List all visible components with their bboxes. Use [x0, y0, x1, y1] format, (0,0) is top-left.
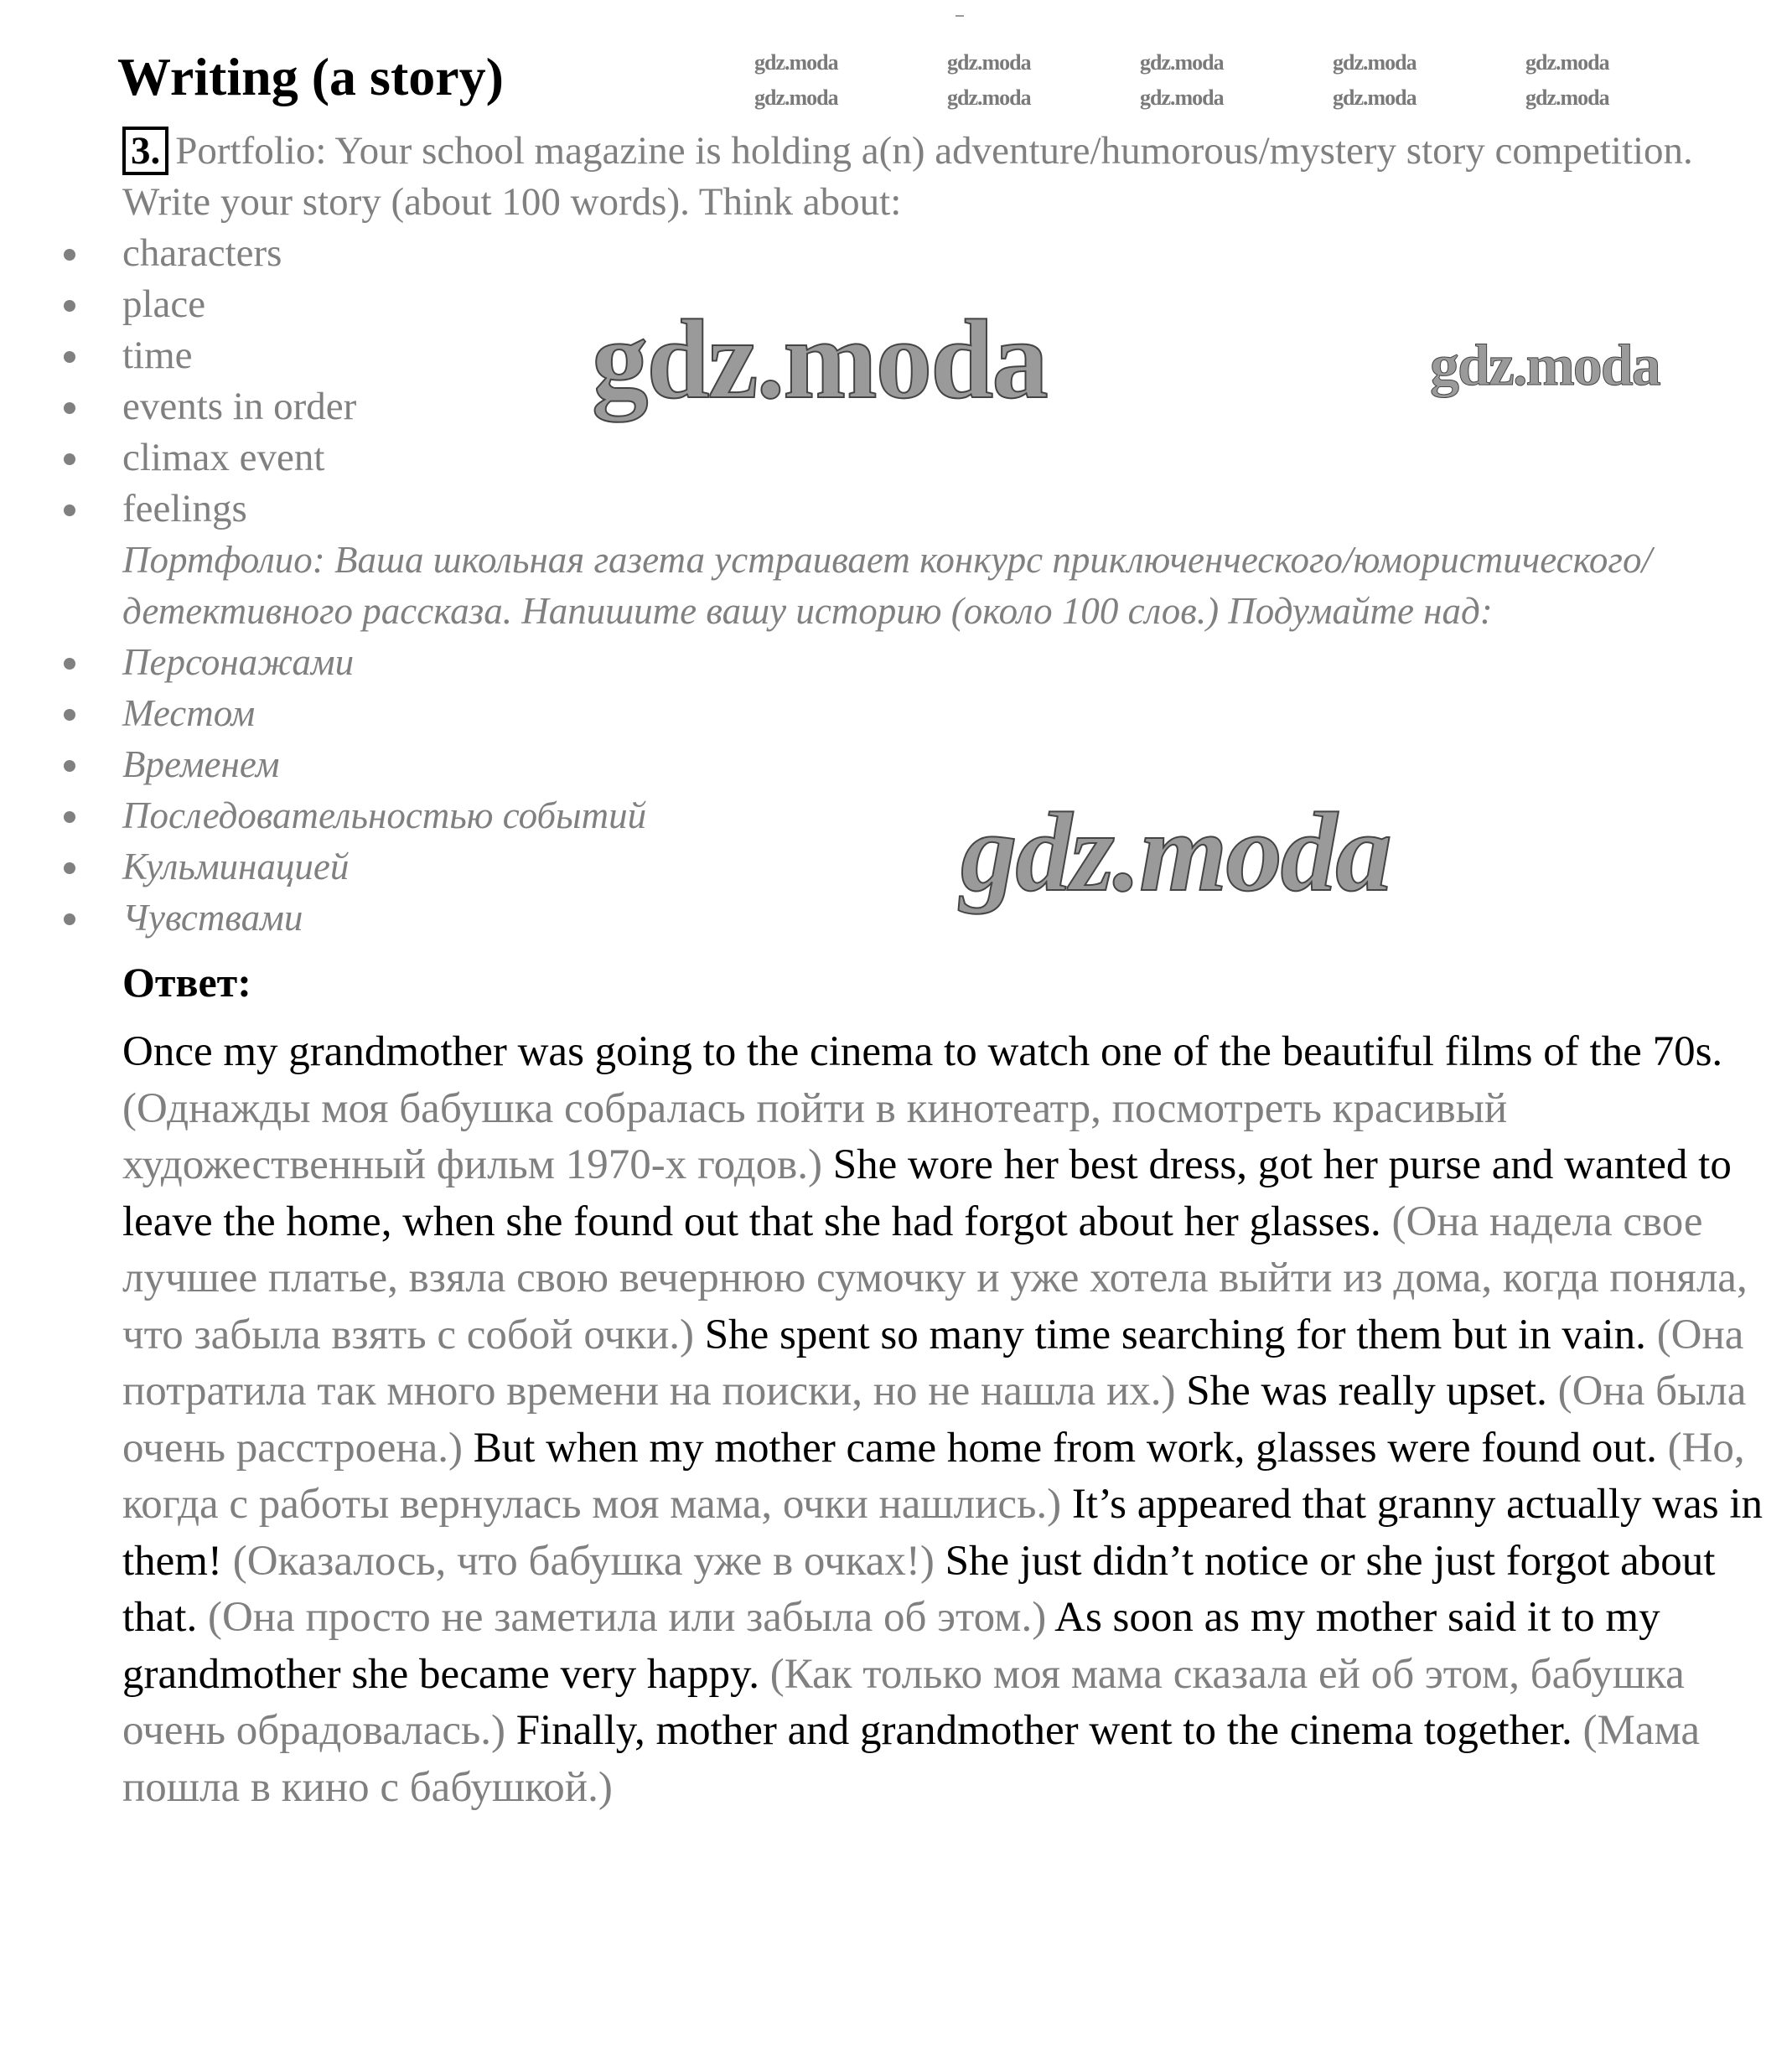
list-item-text: feelings	[122, 487, 247, 530]
watermark: gdz.moda	[1525, 50, 1609, 75]
answer-ru: (Она надела свое лучшее платье, взяла свою вечернюю сумочку и уже хотела выйти из дома, когда поняла, что забыла взять с собой очки.)	[122, 1198, 1748, 1358]
answer-label: Ответ:	[122, 959, 251, 1006]
bullet-icon	[64, 249, 75, 261]
answer-ru: (Как только моя мама сказала ей об этом, бабушка очень обрадовалась.)	[122, 1650, 1685, 1754]
list-item-text: characters	[122, 231, 282, 275]
answer-en: Once my grandmother was going to the cinema to watch one of the beautiful films of the 70s.	[122, 1028, 1723, 1075]
list-item-text: Последовательностью событий	[122, 794, 647, 836]
task-prompt	[122, 126, 1765, 228]
list-item	[122, 739, 1765, 790]
answer-en: She just didn’t notice or she just forgot about that.	[122, 1537, 1716, 1641]
task-prompt-text: Portfolio: Your school magazine is holding a(n) adventure/humorous/mystery story competition. Write your story (about 100 words). Think about:	[122, 129, 1693, 224]
list-item-text: Временем	[122, 743, 280, 785]
watermark: gdz.moda	[754, 50, 838, 75]
answer-ru: (Оказалось, что бабушка уже в очках!)	[232, 1537, 935, 1585]
bullet-list	[122, 228, 1765, 535]
answer-ru: (Мама пошла в кино с бабушкой.)	[122, 1707, 1701, 1811]
watermark: gdz.moda	[1333, 85, 1417, 110]
list-item-text: Персонажами	[122, 641, 355, 683]
answer-en: But when my mother came home from work, glasses were found out.	[473, 1424, 1657, 1472]
watermark: gdz.moda	[947, 50, 1031, 75]
answer-ru: (Она потратила так много времени на поиски, но не нашла их.)	[122, 1311, 1744, 1415]
watermark: gdz.moda	[592, 297, 1047, 422]
list-item-text: time	[122, 334, 193, 377]
bullet-list-ru	[122, 637, 1765, 944]
answer-en: She was really upset.	[1186, 1368, 1547, 1415]
list-item	[122, 688, 1765, 739]
answer-en: It’s appeared that granny actually was in them!	[122, 1481, 1764, 1585]
list-item	[122, 841, 1765, 892]
answer-en: She spent so many time searching for them but in vain.	[704, 1311, 1646, 1358]
watermark: gdz.moda	[961, 790, 1391, 915]
watermark: gdz.moda	[1140, 85, 1224, 110]
bullet-icon	[64, 862, 75, 874]
list-item-text: Чувствами	[122, 897, 303, 939]
answer-text	[122, 1024, 1765, 1816]
answer-ru: (Она была очень расстроена.)	[122, 1368, 1747, 1472]
bullet-icon	[64, 300, 75, 312]
list-item	[122, 484, 1765, 535]
answer-ru: (Однажды моя бабушка собралась пойти в кинотеатр, посмотреть красивый художественный фильм 1970-х годов.)	[122, 1084, 1508, 1188]
section-title: Writing (a story)	[117, 47, 504, 106]
bullet-icon	[64, 504, 75, 516]
bullet-icon	[64, 453, 75, 465]
list-item-text: climax event	[122, 436, 325, 479]
answer-en: As soon as my mother said it to my grandmother she became very happy.	[122, 1594, 1660, 1698]
bullet-icon	[64, 709, 75, 721]
list-item	[122, 432, 1765, 484]
task-prompt-ru: Портфолио: Ваша школьная газета устраивает конкурс приключенческого/юмористического/детективного рассказа. Напишите вашу историю (около 100 слов.) Подумайте над:	[122, 539, 1652, 632]
watermark: gdz.moda	[947, 85, 1031, 110]
watermark: gdz.moda	[754, 85, 838, 110]
list-item-text: Кульминацией	[122, 846, 350, 887]
answer-en: Finally, mother and grandmother went to the cinema together.	[515, 1707, 1572, 1754]
bullet-icon	[64, 811, 75, 823]
list-item-text: place	[122, 282, 206, 326]
bullet-icon	[64, 402, 75, 414]
list-item-text: Местом	[122, 692, 256, 734]
task-block	[122, 126, 1765, 944]
watermark: gdz.moda	[1430, 334, 1660, 398]
watermark: gdz.moda	[1525, 85, 1609, 110]
task-number: 3.	[122, 127, 168, 175]
bullet-icon	[64, 351, 75, 363]
answer-en: She wore her best dress, got her purse and wanted to leave the home, when she found out that she had forgot about her glasses.	[122, 1141, 1732, 1245]
list-item-text: events in order	[122, 385, 357, 428]
watermark: gdz.moda	[1333, 50, 1417, 75]
bullet-icon	[64, 760, 75, 772]
answer-ru: (Она просто не заметила или забыла об этом.)	[207, 1594, 1047, 1641]
list-item	[122, 228, 1765, 279]
list-item	[122, 892, 1765, 944]
watermark: gdz.moda	[1140, 50, 1224, 75]
answer-ru: (Но, когда с работы вернулась моя мама, очки нашлись.)	[122, 1424, 1745, 1528]
list-item	[122, 790, 1765, 841]
bullet-icon	[64, 658, 75, 670]
list-item	[122, 637, 1765, 688]
bullet-icon	[64, 913, 75, 925]
